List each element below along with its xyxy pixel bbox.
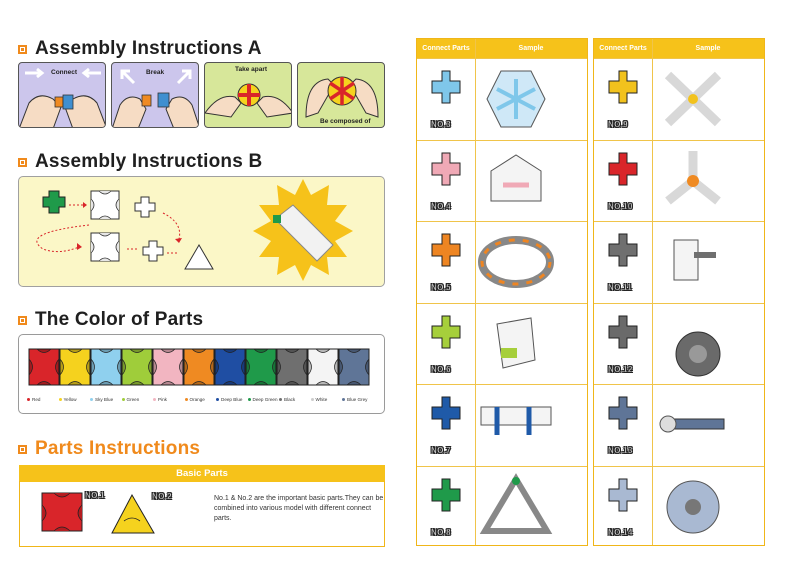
- color-dot-icon: [342, 398, 345, 401]
- part-number-label: NO.6: [431, 364, 451, 374]
- color-dot-icon: [216, 398, 219, 401]
- color-dot-icon: [279, 398, 282, 401]
- sample-model-illustration: [431, 59, 601, 139]
- bullet-icon: [18, 158, 27, 167]
- part-number-label: NO.13: [608, 446, 633, 455]
- part-number-label: NO.3: [431, 120, 451, 129]
- assembly-steps-illustration: [19, 177, 383, 285]
- color-name-label: White: [311, 397, 328, 402]
- sample-model-illustration: [608, 467, 778, 547]
- color-swatches: [25, 345, 389, 405]
- header-sample: Sample: [695, 45, 721, 52]
- table-row: [594, 221, 764, 302]
- composed-illustration: Be composed of: [297, 62, 385, 128]
- color-name-label: Deep Green: [248, 397, 278, 402]
- basic-part-label-no2: NO.2: [152, 492, 172, 501]
- table-header: [417, 39, 587, 58]
- sample-model-illustration: [431, 304, 601, 384]
- connect-illustration: Connect: [18, 62, 106, 128]
- swatch-white: [308, 349, 338, 385]
- table-row: [417, 303, 587, 384]
- color-dot-icon: [90, 398, 93, 401]
- table-row: [417, 140, 587, 221]
- table-row: [417, 221, 587, 302]
- color-dot-icon: [122, 398, 125, 401]
- color-dot-icon: [153, 398, 156, 401]
- sample-model-illustration: [608, 304, 778, 384]
- color-name-label: Blue Grey: [342, 397, 367, 402]
- part-number-label: NO.4: [431, 201, 451, 211]
- swatch-deep-blue: [215, 349, 245, 385]
- table-row: [594, 466, 764, 547]
- color-dot-icon: [248, 398, 251, 401]
- swatch-green: [122, 349, 152, 385]
- assembly-b-panel: [18, 176, 385, 287]
- connect-parts-table-right: [593, 38, 765, 546]
- heading-assembly-b: Assembly Instructions B: [18, 151, 262, 173]
- swatch-orange: [184, 349, 214, 385]
- color-dot-icon: [311, 398, 314, 401]
- basic-parts-title: Basic Parts: [19, 465, 385, 482]
- color-name-label: Sky Blue: [90, 397, 113, 402]
- part-number-label: NO.7: [431, 446, 451, 455]
- part-number-label: NO.9: [608, 120, 628, 129]
- connect-parts-table-left: [416, 38, 588, 546]
- sample-model-illustration: [608, 385, 778, 465]
- sample-model-illustration: [431, 467, 601, 547]
- color-dot-icon: [59, 398, 62, 401]
- table-row: [417, 466, 587, 547]
- color-dot-icon: [27, 398, 30, 401]
- header-connect-parts: Connect Parts: [599, 45, 647, 52]
- color-name-label: Black: [279, 397, 295, 402]
- sample-model-illustration: [431, 222, 601, 302]
- color-name-label: Pink: [153, 397, 167, 402]
- heading-parts-instructions: Parts Instructions: [18, 438, 200, 460]
- color-name-label: Yellow: [59, 397, 77, 402]
- swatch-pink: [153, 349, 183, 385]
- table-row: [417, 58, 587, 139]
- color-name-label: Orange: [185, 397, 205, 402]
- heading-assembly-a: Assembly Instructions A: [18, 38, 262, 60]
- part-number-label: NO.8: [431, 527, 451, 537]
- header-sample: Sample: [518, 45, 544, 52]
- swatch-red: [29, 349, 59, 385]
- heading-color-parts: The Color of Parts: [18, 309, 203, 331]
- swatch-black: [277, 349, 307, 385]
- bullet-icon: [18, 445, 27, 454]
- color-parts-panel: [18, 334, 385, 414]
- sample-model-illustration: [608, 222, 778, 302]
- color-name-label: Green: [122, 397, 140, 402]
- part-number-label: NO.12: [608, 364, 633, 374]
- bullet-icon: [18, 45, 27, 54]
- table-row: [594, 384, 764, 465]
- color-name-label: Red: [27, 397, 40, 402]
- header-connect-parts: Connect Parts: [422, 45, 470, 52]
- part-number-label: NO.11: [608, 283, 633, 292]
- sample-model-illustration: [608, 141, 778, 221]
- basic-parts-illustration: [20, 481, 210, 545]
- part-number-label: NO.5: [431, 283, 451, 292]
- table-row: [417, 384, 587, 465]
- take-apart-illustration: Take apart: [204, 62, 292, 128]
- color-name-label: Deep Blue: [216, 397, 242, 402]
- sample-model-illustration: [431, 141, 601, 221]
- table-row: [594, 303, 764, 384]
- swatch-deep-green: [246, 349, 276, 385]
- swatch-yellow: [60, 349, 90, 385]
- table-row: [594, 140, 764, 221]
- part-number-label: NO.14: [608, 527, 633, 537]
- sample-model-illustration: [608, 59, 778, 139]
- table-header: [594, 39, 764, 58]
- sample-model-illustration: [431, 385, 601, 465]
- basic-parts-description: No.1 & No.2 are the important basic parts.They can be combined into various model with different connect parts.: [214, 495, 384, 522]
- part-number-label: NO.10: [608, 201, 633, 211]
- swatch-blue-grey: [339, 349, 369, 385]
- swatch-sky-blue: [91, 349, 121, 385]
- basic-part-label-no1: NO.1: [85, 491, 105, 500]
- bullet-icon: [18, 316, 27, 325]
- color-dot-icon: [185, 398, 188, 401]
- table-row: [594, 58, 764, 139]
- break-illustration: Break: [111, 62, 199, 128]
